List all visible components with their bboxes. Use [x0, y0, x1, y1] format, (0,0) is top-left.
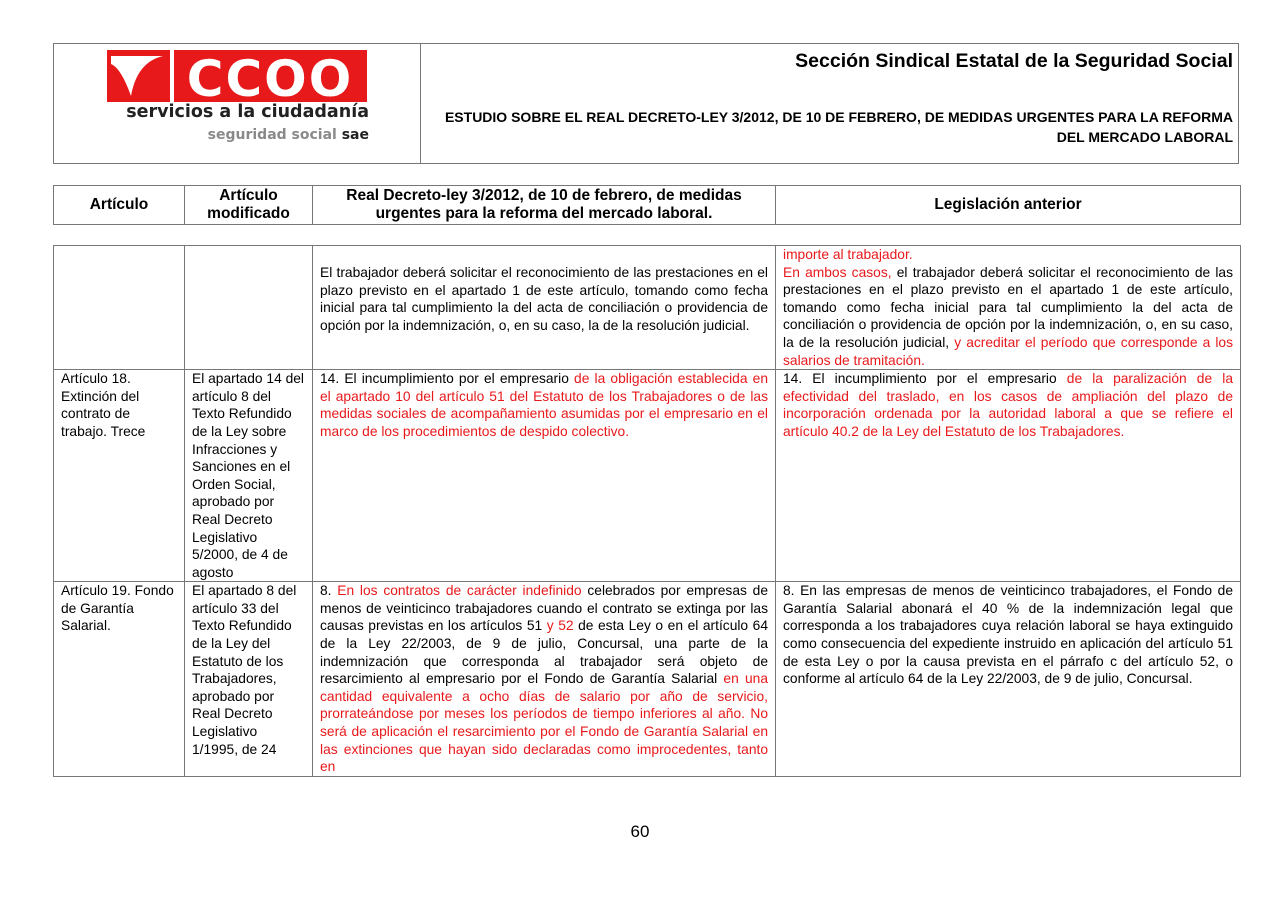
text-run: y 52: [546, 618, 574, 634]
text-run: En los contratos de carácter indefinido: [337, 583, 582, 599]
title-cell: [421, 44, 1238, 163]
table-row: [54, 582, 1241, 777]
articulo-cell: Artículo 18. Extinción del contrato de trabajo. Trece: [54, 370, 185, 582]
text-run: de la obligación establecida en el apartado 10 del artículo 51 del Estatuto de los Trabajadores o de las medidas sociales de acompañamiento asumidas por el empresario en el marco de los procedimientos de despido colectivo.: [320, 371, 768, 439]
text-run: en una cantidad equivalente a ocho días de salario por año de servicio, prorrateándose por meses los períodos de tiempo inferiores al año. No será de aplicación el resarcimiento por el Fondo de Garantía Salarial en las extinciones que hayan sido declaradas como improcedentes, tanto en: [320, 671, 768, 775]
text-run: importe al trabajador.: [783, 247, 913, 262]
text-run: En ambos casos,: [783, 264, 892, 280]
logo-tagline: servicios a la ciudadanía: [126, 102, 369, 122]
text-run: de esta Ley o en el artículo 64 de la Ley 22/2003, de 9 de julio, Concursal, una parte de la indemnización que corresponda al trabajador será objeto de resarcimiento al empresario por el Fondo de Garantía Salarial: [320, 618, 769, 687]
text-run: celebrados por empresas de menos de veinticinco trabajadores cuando el contrato se extinga por las causas previstas en los artículos 51: [320, 583, 769, 634]
anterior-cell: [776, 246, 1241, 370]
text-run: 14. El incumplimiento por el empresario: [320, 371, 575, 387]
modificado-cell: [185, 246, 313, 370]
anterior-cell: [776, 370, 1241, 582]
text-run: El trabajador deberá solicitar el reconocimiento de las prestaciones en el plazo previsto en el apartado 1 de este artículo, tomando como fecha inicial para tal cumplimiento la del acta de conciliación o providencia de opción por la indemnización, o, en su caso, la de la resolución judicial.: [320, 265, 768, 333]
logo-brand-text: CCOO: [186, 50, 354, 102]
logo-subtagline-prefix: seguridad social: [207, 127, 337, 143]
page-title: Sección Sindical Estatal de la Seguridad Social: [795, 50, 1233, 72]
ccoo-logo-icon: [107, 50, 367, 102]
column-header-anterior: Legislación anterior: [776, 186, 1241, 225]
text-run: el trabajador deberá solicitar el reconocimiento de las prestaciones en el plazo previsto en el apartado 1 de este artículo, tomando como fecha inicial para tal cumplimiento la del acta de conciliación o providencia de opción por la indemnización, o, en su caso, la de la resolución judicial,: [783, 264, 1234, 350]
modificado-cell: El apartado 8 del artículo 33 del Texto Refundido de la Ley del Estatuto de los Trabajadores, aprobado por Real Decreto Legislativo 1/1995, de 24: [185, 582, 313, 777]
column-header-table: [53, 185, 1241, 225]
column-header-nuevo: Real Decreto-ley 3/2012, de 10 de febrero, de medidas urgentes para la reforma del mercado laboral.: [313, 186, 776, 225]
logo-cell: [54, 44, 421, 163]
anterior-cell: [776, 582, 1241, 777]
text-run: de la paralización de la efectividad del traslado, en los casos de ampliación del plazo de incorporación ordenada por la autoridad laboral a que se refiere el artículo 40.2 de la Ley del Estatuto de los Trabajadores.: [783, 371, 1233, 439]
nuevo-cell: [313, 582, 776, 777]
modificado-cell: El apartado 14 del artículo 8 del Texto Refundido de la Ley sobre Infracciones y Sanciones en el Orden Social, aprobado por Real Decreto Legislativo 5/2000, de 4 de agosto: [185, 370, 313, 582]
page-number: 60: [630, 822, 650, 841]
articulo-cell: [54, 246, 185, 370]
table-row: [54, 370, 1241, 582]
text-run: 14. El incumplimiento por el empresario: [783, 371, 1067, 387]
table-row: [54, 246, 1241, 370]
articulo-cell: Artículo 19. Fondo de Garantía Salarial.: [54, 582, 185, 777]
text-run: 8.: [320, 583, 338, 599]
page-header: [53, 43, 1239, 164]
column-header-articulo: Artículo: [54, 186, 185, 225]
logo-subtagline-suffix: sae: [341, 127, 369, 143]
column-header-modificado: Artículo modificado: [185, 186, 313, 225]
logo-subtagline: [107, 127, 369, 143]
nuevo-cell: [313, 246, 776, 370]
comparison-table: [53, 245, 1241, 777]
page-subtitle: ESTUDIO SOBRE EL REAL DECRETO-LEY 3/2012, DE 10 DE FEBRERO, DE MEDIDAS URGENTES PARA LA REFORMA DEL MERCADO LABORAL: [444, 109, 1233, 145]
text-run: y acreditar el período que corresponde a los salarios de tramitación.: [783, 334, 1233, 368]
nuevo-cell: [313, 370, 776, 582]
text-run: 8. En las empresas de menos de veinticinco trabajadores, el Fondo de Garantía Salarial abonará el 40 % de la indemnización legal que corresponda a los trabajadores cuya relación laboral se haya extinguido como consecuencia del expediente instruido en aplicación del artículo 51 de esta Ley o por la causa prevista en el párrafo c del artículo 52, o conforme al artículo 64 de la Ley 22/2003, de 9 de julio, Concursal.: [783, 583, 1233, 687]
